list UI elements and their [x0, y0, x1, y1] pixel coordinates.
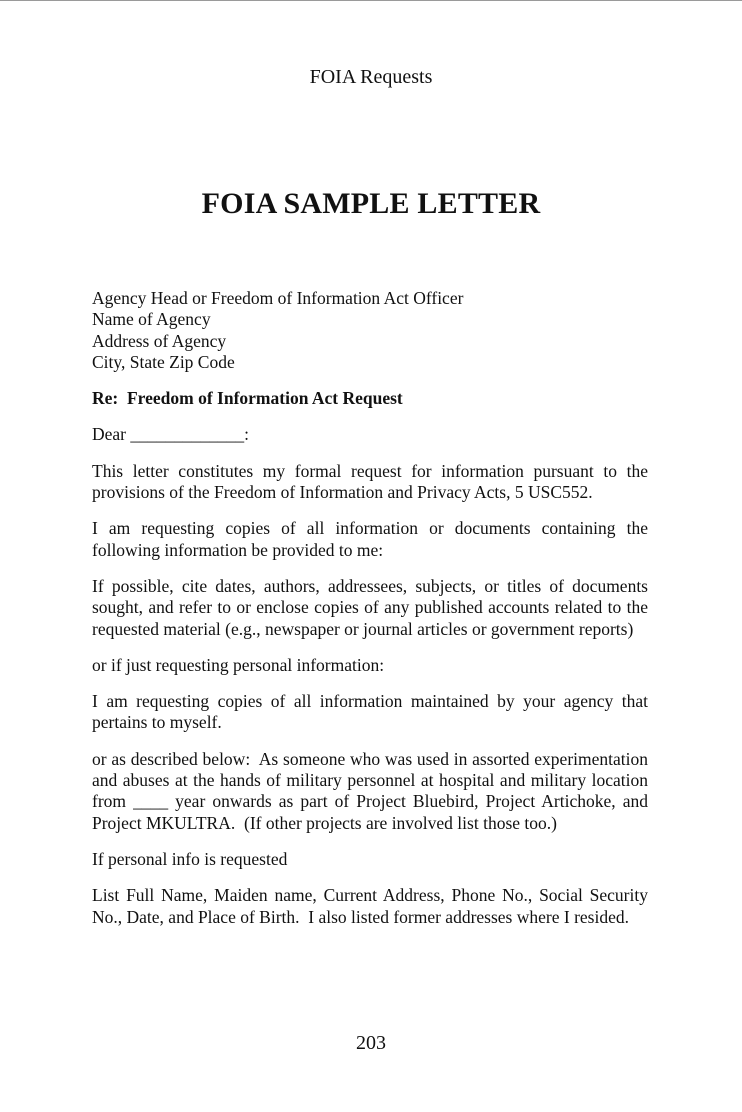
salutation: Dear _____________: [92, 424, 249, 445]
address-line-agency-name: Name of Agency [92, 309, 211, 330]
document-title: FOIA SAMPLE LETTER [201, 187, 541, 220]
paragraph-requesting-self-info: I am requesting copies of all information maintained by your agency that pertains to myself. [92, 691, 648, 733]
recipient-address-block [92, 288, 648, 373]
paragraph-cite-details: If possible, cite dates, authors, addressees, subjects, or titles of documents sought, and refer to or enclose copies of any published accounts related to the requested material (e.g., newspaper or journal articles or government reports) [92, 575, 648, 639]
paragraph-if-personal-info: If personal info is requested [92, 848, 288, 869]
paragraph-requesting-copies: I am requesting copies of all information or documents containing the following information be provided to me: [92, 518, 648, 560]
subject-line: Re: Freedom of Information Act Request [92, 388, 403, 409]
paragraph-list-details: List Full Name, Maiden name, Current Address, Phone No., Social Security No., Date, and Place of Birth. I also listed former addresses where I resided. [92, 885, 653, 927]
paragraph-described-below: or as described below: As someone who was used in assorted experimentation and abuses at the hands of military personnel at hospital and military location from ____ year onwards as part of Project Bluebird, Project Artichoke, and Project MKULTRA. (If other projects are involved list those too.) [92, 748, 653, 833]
address-line-officer: Agency Head or Freedom of Information Act Officer [92, 288, 464, 308]
address-line-agency-address: Address of Agency [92, 330, 227, 351]
top-edge-rule [0, 0, 742, 1]
running-header: FOIA Requests [309, 66, 433, 88]
address-line-city-state-zip: City, State Zip Code [92, 351, 235, 372]
paragraph-formal-request: This letter constitutes my formal request for information pursuant to the provisions of the Freedom of Information and Privacy Acts, 5 USC552. [92, 460, 648, 503]
letter-body [92, 288, 653, 928]
page-number: 203 [356, 1032, 386, 1054]
paragraph-personal-info-option: or if just requesting personal information: [92, 654, 385, 675]
